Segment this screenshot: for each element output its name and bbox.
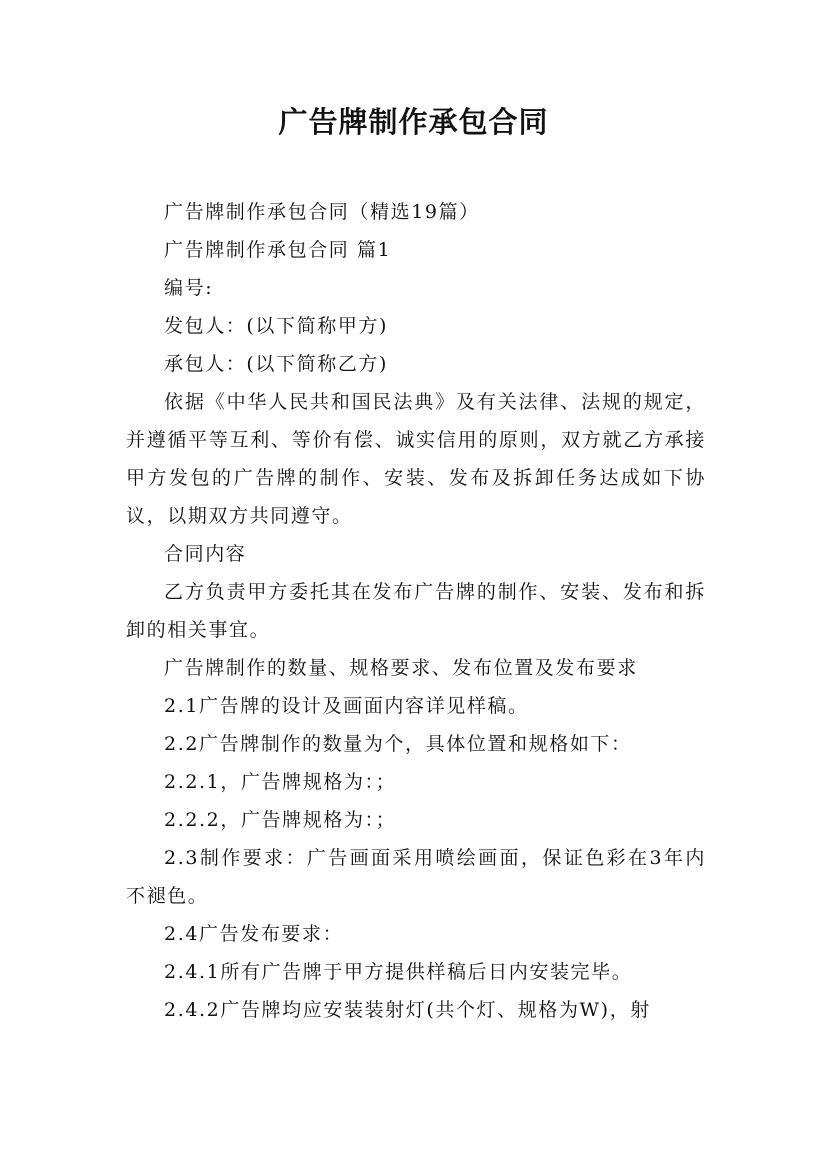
- document-title: 广告牌制作承包合同: [278, 105, 549, 139]
- paragraph-clause-2-4-1: 2.4.1所有广告牌于甲方提供样稿后日内安装完毕。: [164, 961, 633, 983]
- paragraph-clause-2-4-2: 2.4.2广告牌均应安装装射灯(共个灯、规格为W)，射: [164, 999, 651, 1021]
- paragraph-clause-2-1: 2.1广告牌的设计及画面内容详见样稿。: [164, 695, 529, 717]
- paragraph-clause-2-3: 2.3制作要求：广告画面采用喷绘画面，保证色彩在3年内不褪色。: [126, 847, 706, 907]
- paragraph-clause-2-2: 2.2广告牌制作的数量为个，具体位置和规格如下：: [164, 733, 632, 755]
- paragraph-section-heading: 广告牌制作承包合同 篇1: [164, 239, 392, 261]
- paragraph-quantity-heading: 广告牌制作的数量、规格要求、发布位置及发布要求: [164, 657, 638, 679]
- paragraph-subtitle: 广告牌制作承包合同（精选19篇）: [164, 201, 480, 223]
- document-body: [126, 193, 706, 1029]
- paragraph-clause-2-4: 2.4广告发布要求：: [164, 923, 344, 945]
- paragraph-basis: 依据《中华人民共和国民法典》及有关法律、法规的规定，并遵循平等互利、等价有偿、诚实信用的原则，双方就乙方承接甲方发包的广告牌的制作、安装、发布及拆卸任务达成如下协议，以期双方共同遵守。: [126, 391, 706, 527]
- paragraph-clause-2-2-1: 2.2.1，广告牌规格为：；: [164, 771, 397, 793]
- paragraph-party-a: 发包人：(以下简称甲方): [164, 315, 389, 337]
- paragraph-number: 编号:: [164, 277, 214, 299]
- paragraph-responsibility: 乙方负责甲方委托其在发布广告牌的制作、安装、发布和拆卸的相关事宜。: [126, 581, 706, 641]
- paragraph-clause-2-2-2: 2.2.2，广告牌规格为：；: [164, 809, 397, 831]
- paragraph-party-b: 承包人：(以下简称乙方): [164, 353, 389, 375]
- paragraph-contract-content-heading: 合同内容: [164, 543, 247, 565]
